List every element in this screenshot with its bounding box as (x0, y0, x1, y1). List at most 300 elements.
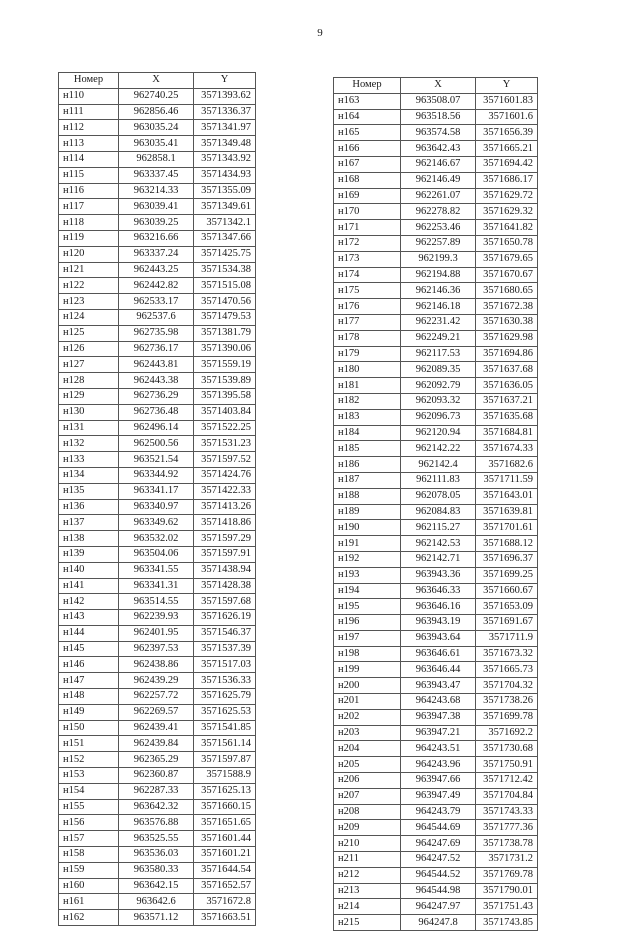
point-number: н201 (334, 694, 401, 710)
coordinate-x: 964544.69 (401, 820, 476, 836)
coordinate-y: 3571629.72 (476, 188, 538, 204)
table-row (334, 378, 538, 394)
point-number: н140 (59, 562, 119, 578)
table-row (59, 562, 256, 578)
coordinate-x: 962093.32 (401, 393, 476, 409)
table-row (334, 251, 538, 267)
coordinate-x: 962231.42 (401, 314, 476, 330)
coordinate-x: 963035.24 (119, 120, 194, 136)
table-row (334, 551, 538, 567)
table-row (59, 452, 256, 468)
coordinate-x: 964247.52 (401, 852, 476, 868)
coordinate-y: 3571699.78 (476, 709, 538, 725)
coordinate-x: 962438.86 (119, 657, 194, 673)
coordinate-x: 963646.61 (401, 646, 476, 662)
coordinate-y: 3571342.1 (194, 215, 256, 231)
coordinate-y: 3571629.32 (476, 204, 538, 220)
table-row (59, 278, 256, 294)
coordinate-x: 963518.56 (401, 109, 476, 125)
point-number: н113 (59, 136, 119, 152)
table-row (59, 862, 256, 878)
coordinate-x: 963947.38 (401, 709, 476, 725)
coordinate-y: 3571531.23 (194, 436, 256, 452)
coordinate-x: 963574.58 (401, 125, 476, 141)
table-row (334, 457, 538, 473)
table-row (59, 373, 256, 389)
coordinate-y: 3571738.26 (476, 694, 538, 710)
point-number: н179 (334, 346, 401, 362)
coordinate-y: 3571730.68 (476, 741, 538, 757)
table-row (59, 325, 256, 341)
point-number: н215 (334, 915, 401, 931)
header-y: Y (194, 73, 256, 89)
point-number: н167 (334, 156, 401, 172)
table-row (59, 230, 256, 246)
table-row (334, 109, 538, 125)
table-row (334, 346, 538, 362)
point-number: н143 (59, 610, 119, 626)
coordinate-y: 3571731.2 (476, 852, 538, 868)
point-number: н133 (59, 452, 119, 468)
table-row (59, 357, 256, 373)
table-row (59, 910, 256, 926)
coordinate-y: 3571597.91 (194, 546, 256, 562)
coordinate-y: 3571561.14 (194, 736, 256, 752)
table-row (59, 768, 256, 784)
coordinate-x: 963521.54 (119, 452, 194, 468)
point-number: н163 (334, 93, 401, 109)
table-row (334, 662, 538, 678)
header-x: X (119, 73, 194, 89)
coordinate-x: 963576.88 (119, 815, 194, 831)
table-row (334, 330, 538, 346)
table-row (334, 788, 538, 804)
coordinate-y: 3571692.2 (476, 725, 538, 741)
table-row (334, 820, 538, 836)
table-row (59, 689, 256, 705)
table-row (59, 420, 256, 436)
coordinate-x: 963580.33 (119, 862, 194, 878)
table-row (59, 341, 256, 357)
coordinate-y: 3571424.76 (194, 467, 256, 483)
coordinate-x: 963344.92 (119, 467, 194, 483)
coordinate-x: 963337.24 (119, 246, 194, 262)
table-row (59, 657, 256, 673)
point-number: н110 (59, 88, 119, 104)
table-row (59, 515, 256, 531)
coordinate-x: 963341.17 (119, 483, 194, 499)
coordinate-x: 963504.06 (119, 546, 194, 562)
point-number: н134 (59, 467, 119, 483)
coordinate-y: 3571625.79 (194, 689, 256, 705)
coordinate-x: 962257.89 (401, 235, 476, 251)
coordinate-y: 3571470.56 (194, 294, 256, 310)
coordinate-x: 962443.38 (119, 373, 194, 389)
table-row (334, 504, 538, 520)
coordinate-x: 962253.46 (401, 220, 476, 236)
point-number: н137 (59, 515, 119, 531)
coordinate-x: 962500.56 (119, 436, 194, 452)
table-row (334, 678, 538, 694)
coordinate-y: 3571644.54 (194, 862, 256, 878)
coordinate-x: 962736.17 (119, 341, 194, 357)
coordinate-y: 3571428.38 (194, 578, 256, 594)
point-number: н135 (59, 483, 119, 499)
point-number: н190 (334, 520, 401, 536)
coordinate-x: 963337.45 (119, 167, 194, 183)
coordinate-y: 3571679.65 (476, 251, 538, 267)
coordinate-y: 3571517.03 (194, 657, 256, 673)
point-number: н123 (59, 294, 119, 310)
table-row (334, 773, 538, 789)
coordinate-x: 964544.98 (401, 883, 476, 899)
point-number: н127 (59, 357, 119, 373)
coordinate-x: 963341.31 (119, 578, 194, 594)
coordinate-y: 3571635.68 (476, 409, 538, 425)
point-number: н150 (59, 720, 119, 736)
point-number: н195 (334, 599, 401, 615)
point-number: н141 (59, 578, 119, 594)
coordinate-x: 963943.19 (401, 615, 476, 631)
table-row (59, 831, 256, 847)
coordinate-x: 963525.55 (119, 831, 194, 847)
point-number: н211 (334, 852, 401, 868)
table-row (334, 709, 538, 725)
point-number: н185 (334, 441, 401, 457)
point-number: н155 (59, 799, 119, 815)
coordinate-x: 962401.95 (119, 625, 194, 641)
coordinate-x: 962443.81 (119, 357, 194, 373)
coordinate-y: 3571515.08 (194, 278, 256, 294)
coordinate-x: 963508.07 (401, 93, 476, 109)
point-number: н186 (334, 457, 401, 473)
coordinate-x: 962146.49 (401, 172, 476, 188)
coordinate-y: 3571422.33 (194, 483, 256, 499)
point-number: н191 (334, 536, 401, 552)
coordinate-y: 3571625.53 (194, 704, 256, 720)
coordinate-y: 3571381.79 (194, 325, 256, 341)
point-number: н171 (334, 220, 401, 236)
point-number: н214 (334, 899, 401, 915)
table-row (59, 610, 256, 626)
point-number: н189 (334, 504, 401, 520)
table-row (334, 235, 538, 251)
table-row (59, 878, 256, 894)
coordinate-y: 3571413.26 (194, 499, 256, 515)
coordinate-x: 962078.05 (401, 488, 476, 504)
table-row (59, 215, 256, 231)
coordinate-x: 962856.46 (119, 104, 194, 120)
coordinate-y: 3571403.84 (194, 404, 256, 420)
point-number: н145 (59, 641, 119, 657)
coordinate-y: 3571343.92 (194, 151, 256, 167)
point-number: н111 (59, 104, 119, 120)
table-row (334, 188, 538, 204)
coordinate-x: 962142.22 (401, 441, 476, 457)
coordinate-y: 3571652.57 (194, 878, 256, 894)
page-number: 9 (317, 27, 323, 39)
table-row (334, 599, 538, 615)
table-row (334, 472, 538, 488)
coordinate-y: 3571355.09 (194, 183, 256, 199)
coordinate-x: 962120.94 (401, 425, 476, 441)
coordinate-y: 3571395.58 (194, 388, 256, 404)
header-number: Номер (334, 78, 401, 94)
coordinate-x: 962360.87 (119, 768, 194, 784)
point-number: н151 (59, 736, 119, 752)
coordinate-y: 3571769.78 (476, 867, 538, 883)
table-row (59, 625, 256, 641)
table-row (334, 283, 538, 299)
point-number: н203 (334, 725, 401, 741)
table-row (334, 899, 538, 915)
coordinate-x: 963532.02 (119, 531, 194, 547)
point-number: н138 (59, 531, 119, 547)
point-number: н114 (59, 151, 119, 167)
table-row (334, 836, 538, 852)
point-number: н162 (59, 910, 119, 926)
table-row (334, 583, 538, 599)
table-row (59, 467, 256, 483)
table-row (59, 151, 256, 167)
coordinate-y: 3571691.67 (476, 615, 538, 631)
table-row (59, 815, 256, 831)
table-row (334, 441, 538, 457)
coordinate-x: 962096.73 (401, 409, 476, 425)
coordinate-x: 962439.84 (119, 736, 194, 752)
point-number: н125 (59, 325, 119, 341)
point-number: н188 (334, 488, 401, 504)
table-row (59, 262, 256, 278)
table-row (59, 294, 256, 310)
coordinate-x: 962199.3 (401, 251, 476, 267)
coordinate-y: 3571637.21 (476, 393, 538, 409)
point-number: н208 (334, 804, 401, 820)
table-row (334, 362, 538, 378)
coordinate-y: 3571629.98 (476, 330, 538, 346)
table-row (59, 483, 256, 499)
coordinate-x: 964247.97 (401, 899, 476, 915)
coordinate-y: 3571680.65 (476, 283, 538, 299)
coordinate-y: 3571639.81 (476, 504, 538, 520)
table-row (59, 783, 256, 799)
point-number: н156 (59, 815, 119, 831)
coordinate-x: 963646.33 (401, 583, 476, 599)
coordinate-y: 3571626.19 (194, 610, 256, 626)
coordinate-y: 3571349.48 (194, 136, 256, 152)
point-number: н199 (334, 662, 401, 678)
point-number: н192 (334, 551, 401, 567)
table-row (59, 894, 256, 910)
point-number: н175 (334, 283, 401, 299)
coordinate-x: 963947.21 (401, 725, 476, 741)
point-number: н197 (334, 630, 401, 646)
point-number: н183 (334, 409, 401, 425)
point-number: н206 (334, 773, 401, 789)
table-row (334, 694, 538, 710)
point-number: н204 (334, 741, 401, 757)
coordinate-y: 3571641.82 (476, 220, 538, 236)
point-number: н149 (59, 704, 119, 720)
coordinate-y: 3571597.68 (194, 594, 256, 610)
coordinate-x: 962194.88 (401, 267, 476, 283)
coordinates-table-right (333, 77, 538, 931)
table-row (334, 314, 538, 330)
coordinate-x: 962142.4 (401, 457, 476, 473)
coordinate-y: 3571673.32 (476, 646, 538, 662)
coordinate-y: 3571650.78 (476, 235, 538, 251)
coordinate-y: 3571336.37 (194, 104, 256, 120)
coordinate-y: 3571601.6 (476, 109, 538, 125)
point-number: н166 (334, 141, 401, 157)
point-number: н124 (59, 309, 119, 325)
coordinate-x: 963341.55 (119, 562, 194, 578)
coordinate-x: 962111.83 (401, 472, 476, 488)
table-row (59, 499, 256, 515)
table-row (59, 799, 256, 815)
table-row (59, 183, 256, 199)
coordinate-y: 3571672.8 (194, 894, 256, 910)
coordinate-x: 964544.52 (401, 867, 476, 883)
table-row (334, 520, 538, 536)
table-row (59, 246, 256, 262)
point-number: н121 (59, 262, 119, 278)
table-row (334, 883, 538, 899)
point-number: н139 (59, 546, 119, 562)
coordinate-x: 962142.71 (401, 551, 476, 567)
table-row (334, 488, 538, 504)
coordinate-x: 963646.16 (401, 599, 476, 615)
coordinate-x: 962537.6 (119, 309, 194, 325)
point-number: н198 (334, 646, 401, 662)
coordinate-y: 3571601.44 (194, 831, 256, 847)
coordinate-x: 963571.12 (119, 910, 194, 926)
point-number: н172 (334, 235, 401, 251)
table-row (334, 93, 538, 109)
point-number: н181 (334, 378, 401, 394)
coordinate-x: 962736.48 (119, 404, 194, 420)
table-row (334, 125, 538, 141)
point-number: н158 (59, 847, 119, 863)
coordinate-y: 3571588.9 (194, 768, 256, 784)
point-number: н207 (334, 788, 401, 804)
table-row (334, 741, 538, 757)
coordinate-y: 3571790.01 (476, 883, 538, 899)
coordinate-y: 3571479.53 (194, 309, 256, 325)
coordinate-y: 3571694.42 (476, 156, 538, 172)
coordinate-y: 3571536.33 (194, 673, 256, 689)
coordinate-y: 3571670.67 (476, 267, 538, 283)
point-number: н120 (59, 246, 119, 262)
coordinate-y: 3571643.01 (476, 488, 538, 504)
point-number: н178 (334, 330, 401, 346)
point-number: н176 (334, 299, 401, 315)
coordinate-y: 3571597.29 (194, 531, 256, 547)
table-row (334, 156, 538, 172)
table-row (334, 852, 538, 868)
point-number: н119 (59, 230, 119, 246)
point-number: н187 (334, 472, 401, 488)
coordinate-x: 963039.41 (119, 199, 194, 215)
coordinate-x: 962092.79 (401, 378, 476, 394)
table-row (334, 757, 538, 773)
coordinate-y: 3571390.06 (194, 341, 256, 357)
point-number: н144 (59, 625, 119, 641)
coordinate-y: 3571699.25 (476, 567, 538, 583)
table-row (59, 104, 256, 120)
coordinate-x: 962146.36 (401, 283, 476, 299)
header-number: Номер (59, 73, 119, 89)
point-number: н160 (59, 878, 119, 894)
coordinate-y: 3571686.17 (476, 172, 538, 188)
point-number: н209 (334, 820, 401, 836)
coordinate-y: 3571712.42 (476, 773, 538, 789)
point-number: н147 (59, 673, 119, 689)
table-row (59, 594, 256, 610)
table-header-row (59, 73, 256, 89)
point-number: н112 (59, 120, 119, 136)
point-number: н118 (59, 215, 119, 231)
coordinate-y: 3571434.93 (194, 167, 256, 183)
coordinate-y: 3571696.37 (476, 551, 538, 567)
coordinate-y: 3571522.25 (194, 420, 256, 436)
coordinate-x: 962858.1 (119, 151, 194, 167)
coordinate-x: 962089.35 (401, 362, 476, 378)
coordinate-y: 3571347.66 (194, 230, 256, 246)
coordinate-y: 3571743.85 (476, 915, 538, 931)
coordinate-x: 963642.6 (119, 894, 194, 910)
coordinate-x: 963943.36 (401, 567, 476, 583)
coordinate-y: 3571438.94 (194, 562, 256, 578)
coordinate-y: 3571541.85 (194, 720, 256, 736)
coordinate-y: 3571625.13 (194, 783, 256, 799)
coordinate-y: 3571743.33 (476, 804, 538, 820)
point-number: н148 (59, 689, 119, 705)
coordinate-x: 963214.33 (119, 183, 194, 199)
table-row (59, 199, 256, 215)
table-row (59, 847, 256, 863)
coordinate-x: 962736.29 (119, 388, 194, 404)
table-row (59, 120, 256, 136)
point-number: н202 (334, 709, 401, 725)
coordinate-y: 3571750.91 (476, 757, 538, 773)
coordinate-y: 3571537.39 (194, 641, 256, 657)
coordinate-y: 3571656.39 (476, 125, 538, 141)
coordinate-x: 962740.25 (119, 88, 194, 104)
coordinate-x: 964243.51 (401, 741, 476, 757)
point-number: н165 (334, 125, 401, 141)
point-number: н173 (334, 251, 401, 267)
table-row (334, 615, 538, 631)
coordinate-y: 3571534.38 (194, 262, 256, 278)
coordinate-y: 3571418.86 (194, 515, 256, 531)
coordinate-y: 3571539.89 (194, 373, 256, 389)
coordinate-x: 962115.27 (401, 520, 476, 536)
coordinates-table-left (58, 72, 256, 926)
table-row (334, 536, 538, 552)
point-number: н180 (334, 362, 401, 378)
point-number: н152 (59, 752, 119, 768)
coordinate-x: 962117.53 (401, 346, 476, 362)
table-row (59, 673, 256, 689)
table-row (334, 804, 538, 820)
coordinate-x: 962533.17 (119, 294, 194, 310)
coordinate-x: 964247.8 (401, 915, 476, 931)
coordinate-y: 3571665.21 (476, 141, 538, 157)
coordinate-x: 964243.68 (401, 694, 476, 710)
coordinate-y: 3571711.59 (476, 472, 538, 488)
coordinate-x: 963216.66 (119, 230, 194, 246)
